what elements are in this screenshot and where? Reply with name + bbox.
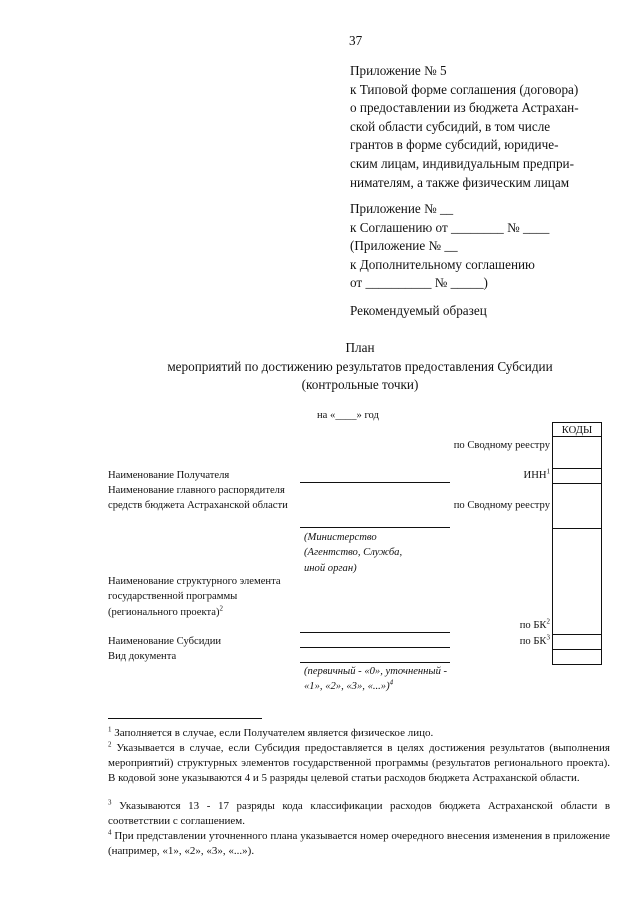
structural-element-fill-line[interactable] [300,632,450,633]
footnote-separator [108,718,262,719]
document-type-hint: (первичный - «0», уточненный - «1», «2», «3», «...»)$^4$ [304,666,448,693]
label-subsidy-name: Наименование Субсидии [108,636,222,647]
plan-title: План [345,340,375,355]
appendix-block [350,62,612,192]
label-bk-2: по $БК^3$ [519,633,550,647]
footnote-2: $^2$ Указывается в случае, если Субсидия предоставляется в целях достижения результатов (выполнения мероприятий) структурных элементов государственной программы (результатов регионального проекта). В кодовой зоне указываются 4 и 5 разряды целевой статьи расходов бюджета Астраханской области. [108,740,610,785]
label-bk-1: по $БК^2$ [519,617,550,631]
appendix-line: к Типовой форме соглашения (договора) [350,81,579,97]
label-svod-reestr-1: по Сводному реестру [453,440,550,451]
label-document-type: Вид документа [108,651,177,662]
document-type-fill-line[interactable] [300,662,450,663]
ministry-hint: (Министерство (Агентство, Служба, иной орган) [304,532,403,574]
subsidy-name-fill-line[interactable] [300,647,450,648]
label-budget-manager: Наименование главного распорядителя средств бюджета Астраханской области [108,485,288,512]
budget-manager-fill-line[interactable] [300,527,450,528]
codes-row-divider [553,436,601,437]
label-recipient: Наименование Получателя [108,470,230,481]
codes-row-divider [553,649,601,650]
footnote-1: $^1$ Заполняется в случае, если Получателем является физическое лицо. [108,725,434,739]
footnote-3: $^3$ Указываются 13 - 17 разряды кода классификации расходов бюджета Астраханской области в соответствии с соглашением. [108,798,611,828]
appendix-title: Приложение № 5 [350,63,447,78]
appendix-line: грантов в форме субсидий, юридиче- [350,137,559,153]
agreement-ref-line: (Приложение № __ [350,238,458,254]
agreement-ref-line: к Дополнительному соглашению [350,256,535,272]
agreement-ref-line: от __________ № _____) [350,275,488,291]
codes-header: КОДЫ [561,425,593,436]
label-inn: ИНН$^1$ [523,467,550,481]
footnote-4: $^4$ При представлении уточненного плана указывается номер очередного внесения изменения в приложение (например, «1», «2», «3», «...»). [108,828,611,858]
recommended-sample: Рекомендуемый образец [350,303,487,318]
label-structural-element: Наименование структурного элемента государственной программы (регионального проекта)$^2$ [108,576,281,618]
codes-row-divider [553,483,601,484]
appendix-line: ской области субсидий, в том числе [350,118,551,134]
label-svod-reestr-2: по Сводному реестру [453,500,550,511]
appendix-line: ским лицам, индивидуальным предпри- [350,155,575,171]
appendix-line: нимателям, а также физическим лицам [350,174,570,190]
codes-row-divider [553,468,601,469]
plan-subtitle-note: (контрольные точки) [301,377,419,393]
agreement-ref-block [350,200,612,293]
date-line: на «____» год [317,410,379,421]
plan-subtitle: мероприятий по достижению результатов предоставления Субсидии [167,358,553,374]
agreement-ref-line: Приложение № __ [350,201,454,216]
page-number: 37 [349,33,363,48]
codes-table [552,422,602,665]
agreement-ref-line: к Соглашению от ________ № ____ [350,219,550,235]
codes-row-divider [553,528,601,529]
plan-heading [100,339,620,395]
appendix-line: о предоставлении из бюджета Астрахан- [350,100,579,116]
codes-row-divider [553,634,601,635]
recipient-fill-line[interactable] [300,482,450,483]
